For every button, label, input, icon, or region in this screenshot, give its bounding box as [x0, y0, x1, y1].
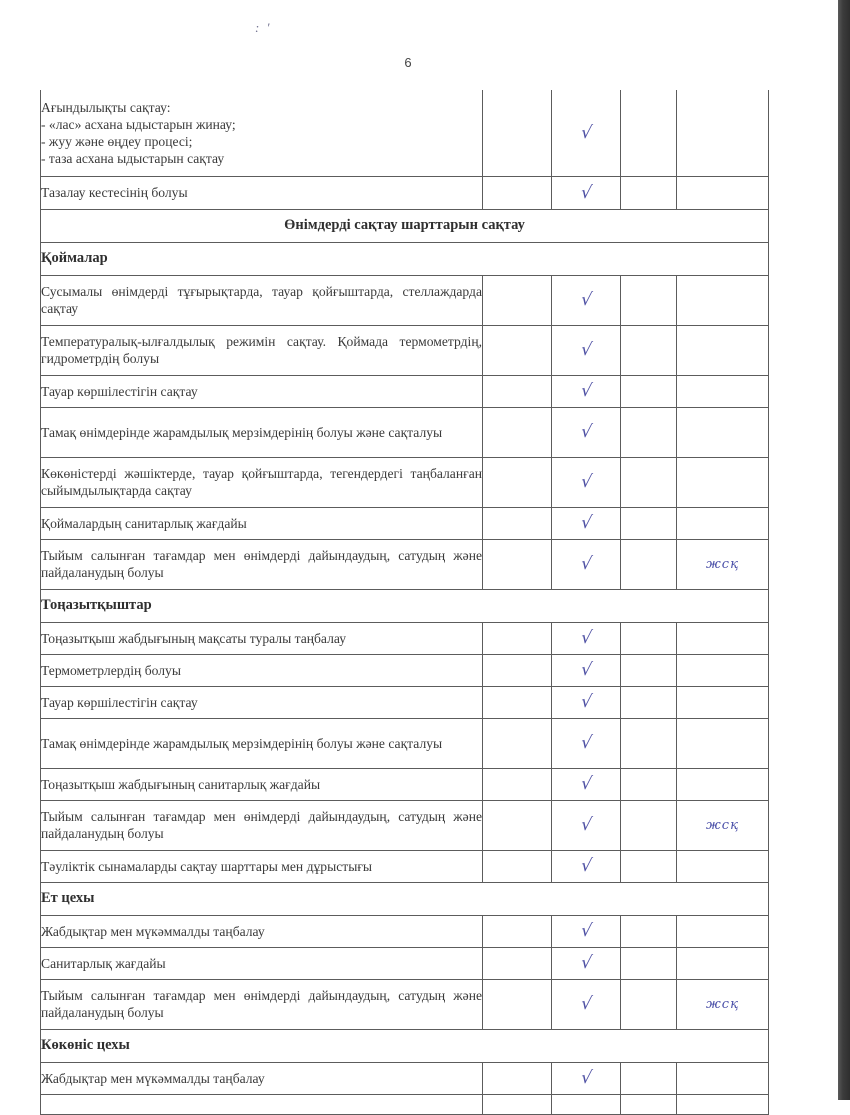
column-c-cell[interactable] — [621, 947, 677, 979]
requirement-line: Тыйым салынған тағамдар мен өнімдерді дайындаудың, сатудың және пайдаланудың болуы — [41, 548, 482, 580]
requirement-text — [41, 915, 483, 947]
checkmark-icon[interactable]: √ — [548, 979, 624, 1029]
column-a-cell[interactable] — [483, 407, 552, 457]
scan-mark: : ' — [255, 20, 272, 35]
column-a-cell[interactable] — [483, 718, 552, 768]
page-number: 6 — [404, 55, 412, 70]
requirement-text — [41, 654, 483, 686]
column-c-cell[interactable] — [621, 979, 677, 1029]
column-c-cell[interactable] — [621, 718, 677, 768]
checklist-row — [41, 539, 769, 589]
column-c-cell[interactable] — [621, 407, 677, 457]
handwritten-note[interactable] — [677, 947, 769, 979]
checklist-row — [41, 90, 769, 176]
column-c-cell[interactable] — [621, 915, 677, 947]
requirement-line: Тыйым салынған тағамдар мен өнімдерді дайындаудың, сатудың және пайдаланудың болуы — [41, 809, 482, 841]
checklist-row — [41, 325, 769, 375]
section-title: Өнімдерді сақтау шарттарын сақтау — [41, 209, 769, 242]
subsection-header-row — [41, 882, 769, 915]
handwritten-note[interactable] — [677, 654, 769, 686]
checkmark-icon[interactable]: √ — [549, 947, 622, 979]
column-a-cell[interactable] — [483, 850, 552, 882]
requirement-text — [41, 275, 483, 325]
column-a-cell[interactable] — [483, 686, 552, 718]
handwritten-note[interactable] — [677, 850, 769, 882]
handwritten-note[interactable] — [677, 718, 769, 768]
checklist-row — [41, 1062, 769, 1094]
checklist-row — [41, 718, 769, 768]
column-c-cell[interactable] — [621, 457, 677, 507]
column-c-cell[interactable] — [621, 1062, 677, 1094]
checklist-row — [41, 622, 769, 654]
requirement-line: Тазалау кестесінің болуы — [41, 185, 188, 200]
column-a-cell[interactable] — [483, 768, 552, 800]
handwritten-note[interactable] — [677, 1094, 769, 1114]
handwritten-note[interactable] — [677, 275, 769, 325]
subsection-header-row — [41, 242, 769, 275]
checklist-row — [41, 176, 769, 209]
handwritten-note[interactable] — [677, 325, 769, 375]
requirement-line: - жуу және өңдеу процесі; — [41, 133, 193, 149]
requirement-text — [41, 375, 483, 407]
checklist-row — [41, 654, 769, 686]
checklist-row — [41, 800, 769, 850]
requirement-text — [41, 622, 483, 654]
requirement-line: Ағындылықты сақтау: — [41, 99, 171, 115]
handwritten-note[interactable] — [677, 457, 769, 507]
checklist-body — [41, 90, 769, 1114]
column-c-cell[interactable] — [621, 686, 677, 718]
column-a-cell[interactable] — [483, 325, 552, 375]
requirement-text — [41, 686, 483, 718]
handwritten-note[interactable] — [677, 176, 769, 209]
requirement-text — [41, 1062, 483, 1094]
column-c-cell[interactable] — [621, 768, 677, 800]
requirement-line: Тамақ өнімдерінде жарамдылық мерзімдерінің болуы және сақталуы — [41, 735, 443, 751]
checkmark-icon[interactable]: √ — [548, 800, 624, 850]
checklist-row — [41, 768, 769, 800]
column-a-cell[interactable] — [483, 622, 552, 654]
column-a-cell[interactable] — [483, 375, 552, 407]
checkmark-icon[interactable]: √ — [545, 90, 626, 176]
inspection-checklist-table — [40, 90, 769, 1115]
handwritten-note[interactable]: жсқ — [677, 979, 769, 1029]
checklist-row — [41, 686, 769, 718]
column-c-cell[interactable] — [621, 325, 677, 375]
checkmark-icon[interactable]: √ — [548, 457, 624, 507]
handwritten-note[interactable] — [677, 915, 769, 947]
checkmark-icon[interactable] — [550, 1094, 622, 1114]
checkmark-icon[interactable]: √ — [548, 539, 624, 589]
checklist-row — [41, 457, 769, 507]
column-c-cell[interactable] — [621, 850, 677, 882]
checklist-row — [41, 850, 769, 882]
subsection-title: Ет цехы — [41, 882, 769, 915]
requirement-text — [41, 539, 483, 589]
handwritten-note[interactable]: жсқ — [677, 539, 769, 589]
handwritten-note[interactable]: жсқ — [677, 800, 769, 850]
checkmark-icon[interactable]: √ — [549, 686, 622, 718]
requirement-line: - «лас» асхана ыдыстарын жинау; — [41, 116, 236, 132]
requirement-text — [41, 850, 483, 882]
requirement-text — [41, 800, 483, 850]
column-c-cell[interactable] — [621, 539, 677, 589]
checkmark-icon[interactable]: √ — [549, 915, 622, 947]
requirement-line: Тоңазытқыш жабдығының мақсаты туралы таңбалау — [41, 630, 347, 646]
checkmark-icon[interactable]: √ — [549, 1062, 622, 1094]
checklist-row — [41, 407, 769, 457]
checkmark-icon[interactable]: √ — [549, 850, 622, 882]
requirement-line: Көкөністерді жәшіктерде, тауар қойғыштарда, тегендердегі таңбаланған сыйымдылықтарда сақтау — [41, 466, 482, 498]
requirement-text — [41, 979, 483, 1029]
column-c-cell[interactable] — [621, 507, 677, 539]
column-c-cell[interactable] — [621, 275, 677, 325]
requirement-line: Тауар көршілестігін сақтау — [41, 694, 198, 710]
scan-edge-shadow — [838, 0, 850, 1100]
checkmark-icon[interactable]: √ — [549, 375, 622, 407]
handwritten-note[interactable] — [677, 768, 769, 800]
requirement-text — [41, 768, 483, 800]
requirement-line: Тауар көршілестігін сақтау — [41, 383, 198, 399]
requirement-text — [41, 947, 483, 979]
checklist-row — [41, 275, 769, 325]
requirement-line: Тамақ өнімдерінде жарамдылық мерзімдерінің болуы және сақталуы — [41, 424, 443, 440]
handwritten-note[interactable] — [677, 375, 769, 407]
checklist-row — [41, 375, 769, 407]
checkmark-icon[interactable]: √ — [549, 654, 622, 686]
subsection-title: Қоймалар — [41, 242, 769, 275]
checkmark-icon[interactable]: √ — [548, 407, 624, 457]
checkmark-icon[interactable]: √ — [548, 325, 624, 375]
requirement-text — [41, 325, 483, 375]
checkmark-icon[interactable]: √ — [548, 718, 624, 768]
column-c-cell[interactable] — [621, 622, 677, 654]
handwritten-note[interactable] — [677, 686, 769, 718]
requirement-line: Температуралық-ылғалдылық режимін сақтау. Қоймада термометрдің, гидрометрдің болуы — [41, 334, 482, 366]
section-header-row — [41, 209, 769, 242]
requirement-text — [41, 457, 483, 507]
requirement-text — [41, 718, 483, 768]
handwritten-note[interactable] — [677, 507, 769, 539]
subsection-title: Тоңазытқыштар — [41, 589, 769, 622]
column-a-cell[interactable] — [483, 979, 552, 1029]
column-a-cell[interactable] — [483, 176, 552, 209]
requirement-line: Сусымалы өнімдерді тұғырықтарда, тауар қойғыштарда, стеллаждарда сақтау — [41, 284, 482, 316]
requirement-text — [41, 1094, 483, 1114]
requirement-line: Жабдықтар мен мүкәммалды таңбалау — [41, 1070, 265, 1086]
column-a-cell[interactable] — [483, 800, 552, 850]
checkmark-icon[interactable]: √ — [549, 622, 622, 654]
column-a-cell[interactable] — [483, 1062, 552, 1094]
checklist-row — [41, 979, 769, 1029]
column-a-cell[interactable] — [483, 654, 552, 686]
handwritten-note[interactable] — [677, 407, 769, 457]
requirement-line: Санитарлық жағдайы — [41, 955, 166, 971]
column-a-cell[interactable] — [483, 539, 552, 589]
requirement-line: Қоймалардың санитарлық жағдайы — [41, 515, 247, 531]
requirement-text — [41, 90, 483, 176]
column-a-cell[interactable] — [483, 1094, 552, 1114]
checklist-row — [41, 915, 769, 947]
subsection-title: Көкөніс цехы — [41, 1029, 769, 1062]
column-c-cell[interactable] — [621, 654, 677, 686]
checklist-row — [41, 507, 769, 539]
requirement-text — [41, 407, 483, 457]
column-a-cell[interactable] — [483, 457, 552, 507]
requirement-line: Жабдықтар мен мүкәммалды таңбалау — [41, 923, 265, 939]
checkmark-icon[interactable]: √ — [548, 275, 624, 325]
handwritten-note[interactable] — [677, 1062, 769, 1094]
subsection-header-row — [41, 589, 769, 622]
column-c-cell[interactable] — [621, 800, 677, 850]
subsection-header-row — [41, 1029, 769, 1062]
column-a-cell[interactable] — [483, 947, 552, 979]
column-c-cell[interactable] — [621, 375, 677, 407]
handwritten-note[interactable] — [677, 622, 769, 654]
requirement-line: - таза асхана ыдыстарын сақтау — [41, 150, 225, 166]
column-a-cell[interactable] — [483, 507, 552, 539]
requirement-line: Тоңазытқыш жабдығының санитарлық жағдайы — [41, 776, 321, 792]
column-a-cell[interactable] — [483, 90, 552, 176]
column-c-cell[interactable] — [621, 1094, 677, 1114]
requirement-text — [41, 176, 483, 209]
column-c-cell[interactable] — [621, 90, 677, 176]
requirement-line: Тәуліктік сынамаларды сақтау шарттары мен дұрыстығы — [41, 858, 373, 874]
checkmark-icon[interactable]: √ — [549, 176, 623, 209]
checkmark-icon[interactable]: √ — [549, 507, 622, 539]
column-c-cell[interactable] — [621, 176, 677, 209]
checklist-row — [41, 947, 769, 979]
checkmark-icon[interactable]: √ — [549, 768, 622, 800]
requirement-text — [41, 507, 483, 539]
checklist-row — [41, 1094, 769, 1114]
requirement-line: Термометрлердің болуы — [41, 662, 181, 678]
column-a-cell[interactable] — [483, 275, 552, 325]
requirement-line: Тыйым салынған тағамдар мен өнімдерді дайындаудың, сатудың және пайдаланудың болуы — [41, 988, 482, 1020]
column-a-cell[interactable] — [483, 915, 552, 947]
handwritten-note[interactable] — [677, 90, 769, 176]
